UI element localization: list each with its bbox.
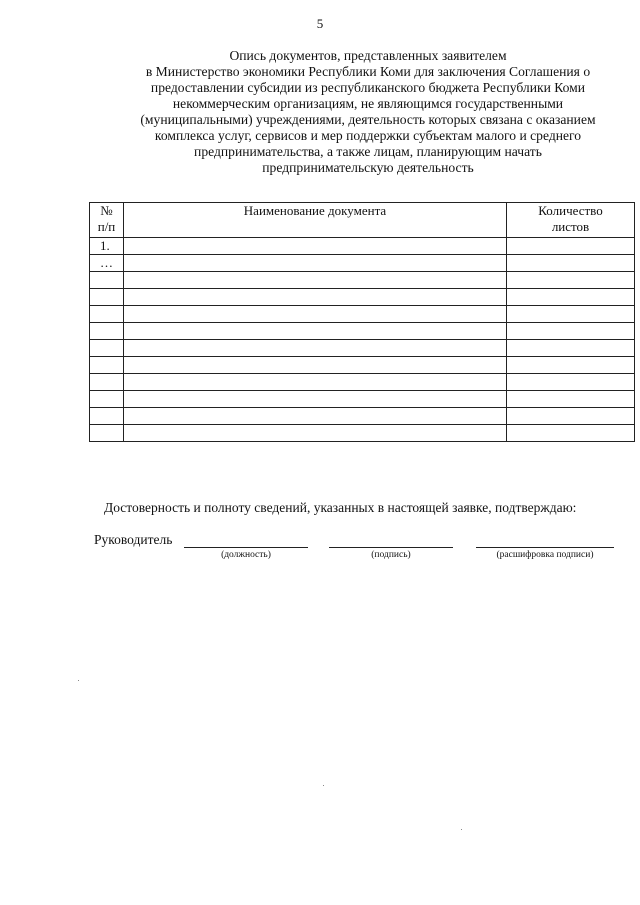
decryption-line[interactable] bbox=[476, 547, 614, 548]
sheet-count-cell[interactable] bbox=[507, 272, 635, 289]
sheet-count-cell[interactable] bbox=[507, 374, 635, 391]
document-name-cell[interactable] bbox=[124, 289, 507, 306]
confirmation-text: Достоверность и полноту сведений, указанных в настоящей заявке, подтверждаю: bbox=[104, 500, 577, 515]
row-number-cell[interactable] bbox=[90, 391, 124, 408]
document-name-cell[interactable] bbox=[124, 391, 507, 408]
title-line: комплекса услуг, сервисов и мер поддержки субъектам малого и среднего bbox=[154, 128, 582, 143]
sheet-count-cell[interactable] bbox=[507, 255, 635, 272]
title-line: предпринимательскую деятельность bbox=[262, 160, 474, 175]
row-number-cell[interactable]: … bbox=[90, 255, 124, 272]
header-number-line2: п/п bbox=[97, 219, 116, 234]
document-name-cell[interactable] bbox=[124, 272, 507, 289]
scan-speck bbox=[461, 829, 462, 830]
sheet-count-cell[interactable] bbox=[507, 238, 635, 255]
decryption-caption: (расшифровка подписи) bbox=[496, 550, 594, 560]
document-title bbox=[80, 48, 640, 176]
table-row bbox=[90, 340, 635, 357]
documents-table bbox=[89, 202, 635, 442]
header-count-line1: Количество bbox=[538, 203, 603, 218]
header-sheet-count bbox=[507, 203, 635, 238]
sheet-count-cell[interactable] bbox=[507, 323, 635, 340]
row-number-cell[interactable] bbox=[90, 323, 124, 340]
signature-label: Руководитель bbox=[94, 532, 173, 547]
table-row bbox=[90, 357, 635, 374]
table-header-row bbox=[90, 203, 635, 238]
title-line: (муниципальными) учреждениями, деятельность которых связана с оказанием bbox=[140, 112, 596, 127]
document-name-cell[interactable] bbox=[124, 425, 507, 442]
table-row bbox=[90, 374, 635, 391]
page-number: 5 bbox=[316, 16, 324, 31]
header-count-line2: листов bbox=[551, 219, 590, 234]
row-number-cell[interactable] bbox=[90, 289, 124, 306]
document-name-cell[interactable] bbox=[124, 238, 507, 255]
header-number-line1: № bbox=[100, 203, 113, 218]
title-line: предоставлении субсидии из республиканского бюджета Республики Коми bbox=[150, 80, 586, 95]
row-number-cell[interactable]: 1. bbox=[90, 238, 124, 255]
document-name-cell[interactable] bbox=[124, 340, 507, 357]
row-number-cell[interactable] bbox=[90, 340, 124, 357]
sheet-count-cell[interactable] bbox=[507, 340, 635, 357]
table-row bbox=[90, 425, 635, 442]
row-number-cell[interactable] bbox=[90, 408, 124, 425]
table-row bbox=[90, 289, 635, 306]
position-line[interactable] bbox=[184, 547, 308, 548]
table-row bbox=[90, 391, 635, 408]
document-name-cell[interactable] bbox=[124, 357, 507, 374]
table-row bbox=[90, 306, 635, 323]
signature-caption: (подпись) bbox=[371, 550, 411, 560]
row-number-cell[interactable] bbox=[90, 374, 124, 391]
table-row bbox=[90, 408, 635, 425]
row-number-cell[interactable] bbox=[90, 357, 124, 374]
row-number-cell[interactable] bbox=[90, 306, 124, 323]
table-row bbox=[90, 323, 635, 340]
sheet-count-cell[interactable] bbox=[507, 425, 635, 442]
position-caption: (должность) bbox=[221, 550, 271, 560]
document-name-cell[interactable] bbox=[124, 306, 507, 323]
title-line: Опись документов, представленных заявителем bbox=[229, 48, 507, 63]
title-line: некоммерческим организациям, не являющимся государственными bbox=[172, 96, 564, 111]
table-row bbox=[90, 272, 635, 289]
sheet-count-cell[interactable] bbox=[507, 289, 635, 306]
scan-speck bbox=[323, 785, 324, 786]
table-row bbox=[90, 238, 635, 255]
scan-speck bbox=[78, 680, 79, 681]
header-number bbox=[90, 203, 124, 238]
signature-line[interactable] bbox=[329, 547, 453, 548]
sheet-count-cell[interactable] bbox=[507, 306, 635, 323]
row-number-cell[interactable] bbox=[90, 272, 124, 289]
header-document-name: Наименование документа bbox=[124, 203, 507, 238]
document-name-cell[interactable] bbox=[124, 323, 507, 340]
document-name-cell[interactable] bbox=[124, 408, 507, 425]
title-line: в Министерство экономики Республики Коми для заключения Соглашения о bbox=[145, 64, 591, 79]
title-line: предпринимательства, а также лицам, планирующим начать bbox=[194, 144, 542, 159]
sheet-count-cell[interactable] bbox=[507, 391, 635, 408]
table-row bbox=[90, 255, 635, 272]
document-name-cell[interactable] bbox=[124, 255, 507, 272]
sheet-count-cell[interactable] bbox=[507, 357, 635, 374]
row-number-cell[interactable] bbox=[90, 425, 124, 442]
sheet-count-cell[interactable] bbox=[507, 408, 635, 425]
document-name-cell[interactable] bbox=[124, 374, 507, 391]
